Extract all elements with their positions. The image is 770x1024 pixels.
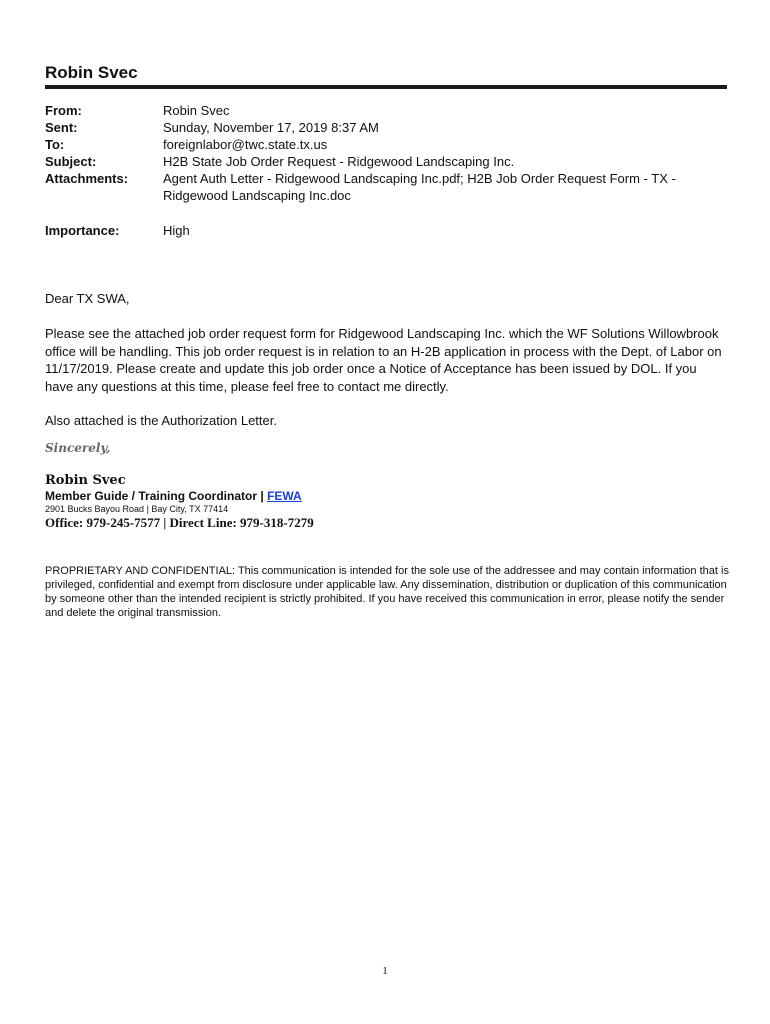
signature-name: Robin Svec [45,473,126,488]
sender-title: Robin Svec [45,63,138,82]
attachments-value[interactable]: Agent Auth Letter - Ridgewood Landscaping Inc.pdf; H2B Job Order Request Form - TX - Ridgewood Landscaping Inc.doc [163,171,676,203]
header-divider [45,85,727,89]
sent-value: Sunday, November 17, 2019 8:37 AM [163,120,379,135]
signature-address: 2901 Bucks Bayou Road | Bay City, TX 77414 [45,504,229,514]
from-label: From: [45,103,82,118]
signature-role [45,489,302,503]
sent-label: Sent: [45,120,78,135]
to-value[interactable]: foreignlabor@twc.state.tx.us [163,137,328,152]
signature-phones: Office: 979-245-7577 | Direct Line: 979-318-7279 [45,515,314,530]
subject-label: Subject: [45,154,97,169]
greeting: Dear TX SWA, [45,291,130,306]
confidentiality-notice: PROPRIETARY AND CONFIDENTIAL: This communication is intended for the sole use of the addressee and may contain information that is privileged, confidential and exempt from disclosure under applicable law. Any dissemination, distribution or duplication of this communication by someone other than the intended recipient is strictly prohibited. If you have received this communication in error, please notify the sender and delete the original transmission. [45,565,729,619]
subject-value: H2B State Job Order Request - Ridgewood Landscaping Inc. [163,154,515,169]
importance-label: Importance: [45,223,120,238]
closing: Sincerely, [45,441,111,455]
body-paragraph-2: Also attached is the Authorization Letter. [45,413,277,428]
role-text: Member Guide / Training Coordinator | [45,489,264,503]
body-paragraph-1: Please see the attached job order request form for Ridgewood Landscaping Inc. which the WF Solutions Willowbrook office will be handling. This job order request is in relation to an H-2B application in process with the Dept. of Labor on 11/17/2019. Please create and update this job order once a Notice of Acceptance has been issued by DOL. If you have any questions at this time, please feel free to contact me directly. [45,326,722,394]
page-number: 1 [382,965,388,977]
from-value: Robin Svec [163,103,230,118]
attachments-label: Attachments: [45,171,129,186]
importance-value: High [163,223,190,238]
fewa-link[interactable]: FEWA [267,489,302,503]
to-label: To: [45,137,65,152]
